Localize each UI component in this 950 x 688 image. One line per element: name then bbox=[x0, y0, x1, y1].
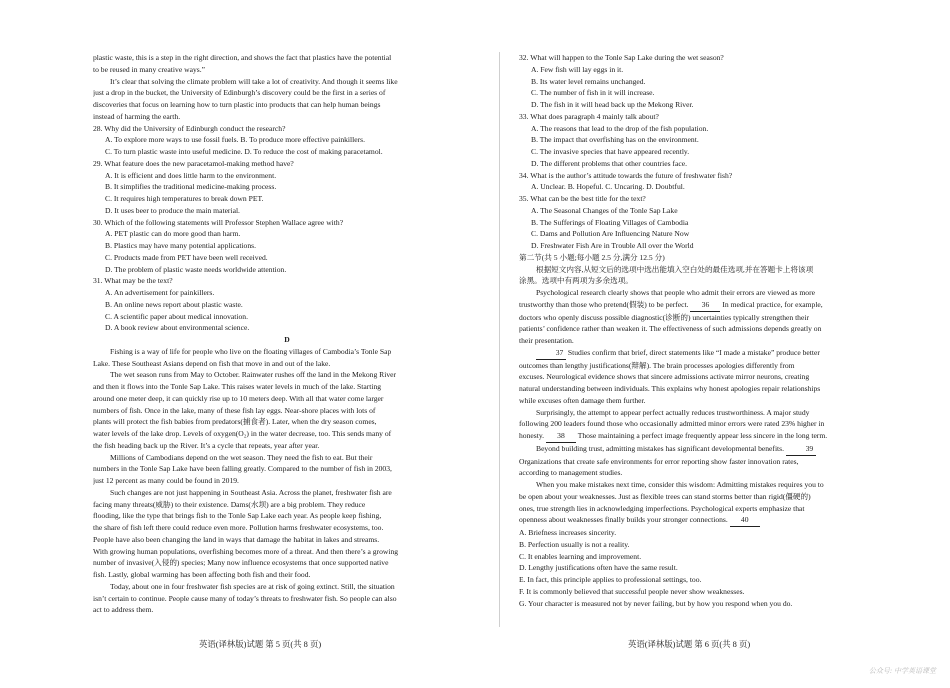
right-column-line: A. Unclear. B. Hopeful. C. Uncaring. D. Doubtful. bbox=[531, 182, 685, 192]
left-column-line: plastic waste, this is a step in the right direction, and shows the fact that plastics have the potential bbox=[93, 53, 392, 62]
left-column-line: just 12 percent as many could be found in 2019. bbox=[93, 476, 239, 485]
right-column-line: patients’ confidence rather than weaken it. The effectiveness of such admissions depends greatly on bbox=[519, 324, 822, 334]
left-column-line: Today, about one in four freshwater fish species are at risk of going extinct. Still, the situation bbox=[110, 581, 395, 591]
left-column-line: numbers of fish. Once in the lake, many of these fish lay eggs. Near-shore places with lots of bbox=[93, 405, 376, 415]
left-column-line: A. An advertisement for painkillers. bbox=[105, 288, 215, 297]
left-column-line: water levels of the lake drop. Levels of oxygen(O₂) in the water decrease, too. This sends many of bbox=[93, 429, 392, 438]
left-column-line: It’s clear that solving the climate problem will take a lot of creativity. And though it seems like bbox=[110, 76, 398, 86]
right-column bbox=[519, 52, 905, 609]
answer-blank: 37 bbox=[536, 347, 566, 360]
left-column-line: C. To turn plastic waste into useful medicine. D. To reduce the cost of making paracetamol. bbox=[105, 147, 383, 156]
left-column-line: D. The problem of plastic waste needs worldwide attention. bbox=[105, 264, 287, 274]
left-column bbox=[93, 52, 481, 616]
right-column-line: B. Perfection usually is not a reality. bbox=[519, 539, 630, 549]
right-column-line: A. The Seasonal Changes of the Tonle Sap Lake bbox=[531, 205, 678, 215]
right-column-line: C. Dams and Pollution Are Influencing Nature Now bbox=[531, 229, 690, 239]
answer-blank: 39 bbox=[786, 443, 816, 456]
right-column-line: their presentation. bbox=[519, 336, 574, 345]
answer-blank: 40 bbox=[730, 514, 760, 527]
right-column-line: C. It enables learning and improvement. bbox=[519, 551, 642, 561]
answer-blank: 38 bbox=[546, 430, 576, 443]
answer-blank: 36 bbox=[690, 299, 720, 312]
right-column-line: 涂黑。选项中有两项为多余选项。 bbox=[519, 276, 633, 286]
right-column-line: following 200 leaders found those who occasionally admitted minor errors were rated 23% higher in bbox=[519, 419, 825, 429]
left-column-line: flooding, like the type that brings fish to the Tonle Sap Lake each year. As people keep fishing, bbox=[93, 511, 382, 521]
left-column-line: instead of harming the earth. bbox=[93, 111, 181, 121]
right-column-line: E. In fact, this principle applies to professional settings, too. bbox=[519, 575, 702, 584]
right-column-line bbox=[519, 443, 905, 456]
line-text: Beyond building trust, admitting mistakes has significant developmental benefits. bbox=[536, 443, 786, 453]
right-column-line: 32. What will happen to the Tonle Sap Lake during the wet season? bbox=[519, 53, 724, 62]
right-column-line: while excuses often damage them further. bbox=[519, 395, 646, 405]
left-column-line: isn’t certain to continue. People cause many of today’s threats to freshwater fish. So people can also bbox=[93, 593, 397, 603]
right-column-line bbox=[519, 347, 905, 360]
left-column-line: just a drop in the bucket, the University of Edinburgh’s discovery could be the first in a series of bbox=[93, 88, 386, 98]
footer-page-6: 英语(译林版)试题 第 6 页(共 8 页) bbox=[628, 640, 751, 649]
right-column-line: A. Briefness increases sincerity. bbox=[519, 528, 617, 537]
right-column-line bbox=[519, 299, 905, 312]
right-column-line: G. Your character is measured not by never failing, but by how you respond when you do. bbox=[519, 598, 793, 608]
left-column-line: People have also been changing the land in ways that damage the habitat in lakes and streams. bbox=[93, 534, 380, 544]
right-column-line: D. The fish in it will head back up the Mekong River. bbox=[531, 100, 694, 109]
left-column-line: discoveries that focus on learning how to turn plastic into products that can help human beings bbox=[93, 100, 381, 109]
left-column-line: act to address them. bbox=[93, 605, 154, 615]
line-text: In medical practice, for example, bbox=[720, 299, 823, 309]
right-column-line: 33. What does paragraph 4 mainly talk about? bbox=[519, 111, 659, 121]
left-column-line: and then it flows into the Tonle Sap Lake. This raises water levels in much of the lake. Starting bbox=[93, 382, 382, 391]
left-column-line: B. It simplifies the traditional medicine-making process. bbox=[105, 182, 277, 192]
left-column-line: B. Plastics may have many potential applications. bbox=[105, 241, 256, 250]
left-column-line: the fish heading back up the River. It’s a cycle that repeats, year after year. bbox=[93, 440, 320, 450]
right-column-line: 第二节(共 5 小题;每小题 2.5 分,满分 12.5 分) bbox=[519, 252, 665, 262]
left-column-line: 28. Why did the University of Edinburgh conduct the research? bbox=[93, 123, 286, 133]
right-column-line bbox=[519, 430, 905, 443]
left-column-line: The wet season runs from May to October. Rainwater rushes off the land in the Mekong River bbox=[110, 370, 397, 380]
left-column-line: Lake. These Southeast Asians depend on fish that move in and out of the lake. bbox=[93, 358, 331, 368]
left-column-line: Millions of Cambodians depend on the wet season. They need the fish to eat. But their bbox=[110, 452, 373, 462]
left-column-line: Such changes are not just happening in Southeast Asia. Across the planet, freshwater fish are bbox=[110, 487, 392, 497]
left-column-line: With growing human populations, overfishing becomes more of a threat. And then there’s a growing bbox=[93, 546, 399, 556]
left-column-line: 31. What may be the text? bbox=[93, 276, 173, 286]
line-text: openness about weaknesses finally builds your stronger connections. bbox=[519, 515, 730, 525]
right-column-line: C. The number of fish in it will increase. bbox=[531, 88, 655, 98]
left-column-line: A. PET plastic can do more good than harm. bbox=[105, 229, 241, 239]
left-column-line: D. A book review about environmental science. bbox=[105, 323, 250, 333]
right-column-line: Psychological research clearly shows that people who admit their errors are viewed as more bbox=[536, 288, 815, 297]
right-column-line bbox=[519, 514, 905, 527]
line-text: Studies confirm that brief, direct statements like “I made a mistake” produce better bbox=[566, 347, 820, 357]
right-column-line: natural understanding between individuals. This explains why honest apologies repair relationships bbox=[519, 384, 821, 393]
left-column-line: Fishing is a way of life for people who live on the floating villages of Cambodia’s Tonle Sap bbox=[110, 346, 392, 356]
right-column-line: C. The invasive species that have appeared recently. bbox=[531, 147, 690, 156]
line-text: honesty. bbox=[519, 431, 546, 440]
left-column-line: plants will protect the fish babies from predators(捕食者). Later, when the dry season comes, bbox=[93, 417, 377, 427]
right-column-line: D. The different problems that other countries face. bbox=[531, 158, 687, 168]
right-column-line: A. Few fish will lay eggs in it. bbox=[531, 64, 624, 74]
right-column-line: B. Its water level remains unchanged. bbox=[531, 76, 646, 86]
right-column-line: ones, true strength lies in acknowledging imperfections. Psychological experts emphasize that bbox=[519, 503, 805, 513]
left-column-line: B. An online news report about plastic waste. bbox=[105, 299, 243, 309]
left-column-line: A. To explore more ways to use fossil fuels. B. To produce more effective painkillers. bbox=[105, 135, 366, 145]
right-column-line: Organizations that create safe environments for error reporting show faster innovation rates, bbox=[519, 456, 799, 466]
right-column-line: 34. What is the author’s attitude towards the future of freshwater fish? bbox=[519, 170, 733, 180]
right-column-line: D. Freshwater Fish Are in Trouble All over the World bbox=[531, 241, 694, 250]
left-column-line: D. It uses beer to produce the main material. bbox=[105, 205, 240, 215]
right-column-line: be open about your weaknesses. Just as flexible trees can stand storms better than rigid(僵硬的) bbox=[519, 491, 811, 501]
right-column-line: according to management studies. bbox=[519, 468, 623, 478]
left-column-line: the share of fish left there could reduce even more. Pollution harms freshwater ecosystems, too. bbox=[93, 523, 384, 532]
right-column-line: doctors who openly discuss possible diagnostic(诊断的) uncertainties typically strengthen their bbox=[519, 312, 809, 322]
right-column-line: B. The Sufferings of Floating Villages of Cambodia bbox=[531, 217, 689, 227]
left-column-line: 29. What feature does the new paracetamol-making method have? bbox=[93, 158, 294, 168]
right-column-line: 35. What can be the best title for the text? bbox=[519, 194, 646, 203]
left-column-line: C. It requires high temperatures to break down PET. bbox=[105, 194, 264, 203]
line-text: trustworthy than those who pretend(假装) to be perfect. bbox=[519, 299, 691, 309]
left-column-line: facing many threats(威胁) to their existence. Dams(水坝) are a big problem. They reduce bbox=[93, 499, 366, 509]
left-column-line: to be reused in many creative ways.” bbox=[93, 64, 205, 74]
footer-page-5: 英语(译林版)试题 第 5 页(共 8 页) bbox=[199, 640, 322, 649]
line-text: Those maintaining a perfect image frequently appear less sincere in the long term. bbox=[575, 431, 828, 440]
right-column-line: B. The impact that overfishing has on the environment. bbox=[531, 135, 699, 145]
left-column-line: number of invasive(入侵的) species; Many now influence ecosystems that once supported native bbox=[93, 558, 389, 568]
right-column-line: 根据短文内容,从短文后的选项中选出能填入空白处的最佳选项,并在答题卡上将该项 bbox=[536, 264, 814, 274]
left-column-line: numbers in the Tonle Sap Lake have been falling greatly. Compared to the number of fish in 2003, bbox=[93, 464, 392, 474]
left-column-line: fish. Lastly, global warming has been affecting both fish and their food. bbox=[93, 570, 311, 579]
right-column-line: Surprisingly, the attempt to appear perfect actually reduces trustworthiness. A major study bbox=[536, 407, 810, 417]
right-column-line: outcomes than lengthy justifications(辩解). The brain processes apologies differently from bbox=[519, 360, 795, 370]
left-column-line: around one meter deep, it can quickly rise up to 10 meters deep. With all that water come larger bbox=[93, 393, 384, 403]
column-divider bbox=[499, 52, 500, 627]
watermark: 公众号: 中学英语课堂 bbox=[868, 667, 936, 675]
right-column-line: F. It is commonly believed that successful people never show weaknesses. bbox=[519, 586, 745, 596]
left-column-line: C. Products made from PET have been well received. bbox=[105, 252, 268, 262]
left-column-line: 30. Which of the following statements will Professor Stephen Wallace agree with? bbox=[93, 217, 344, 227]
right-column-line: excuses. Neurological evidence shows that sincere admissions activate mirror neurons, creating bbox=[519, 372, 810, 382]
right-column-line: A. The reasons that lead to the drop of the fish population. bbox=[531, 123, 709, 133]
left-column-line: D bbox=[284, 335, 290, 344]
right-column-line: D. Lengthy justifications often have the same result. bbox=[519, 563, 678, 573]
right-column-line: When you make mistakes next time, consider this wisdom: Admitting mistakes requires you to bbox=[536, 480, 824, 489]
left-column-line: C. A scientific paper about medical innovation. bbox=[105, 311, 248, 321]
left-column-line: A. It is efficient and does little harm to the environment. bbox=[105, 170, 277, 180]
